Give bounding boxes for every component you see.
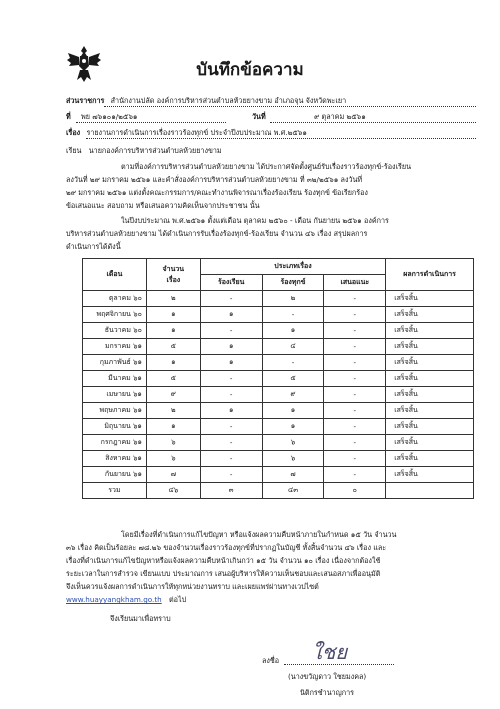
total-suggestion: ๐ — [324, 483, 386, 499]
cell-result: เสร็จสิ้น — [386, 291, 474, 307]
header-count-line1: จำนวน — [162, 264, 185, 273]
cell-complaint: ๑ — [200, 339, 262, 355]
cell-complaint: - — [200, 291, 262, 307]
salutation-label: เรียน — [66, 146, 82, 155]
para1-line: ลงวันที่ ๒๙ มกราคม ๒๕๖๑ และคำสั่งองค์การบริหารส่วนตำบลห้วยยางขาม ที่ ๓๒/๒๕๖๑ ลงวันที่ — [66, 175, 363, 184]
cell-result: เสร็จสิ้น — [386, 307, 474, 323]
cell-complaint: - — [200, 323, 262, 339]
table-row — [83, 403, 474, 419]
cell-suggestion: - — [324, 307, 386, 323]
cell-month: กรกฎาคม ๖๑ — [83, 435, 147, 451]
cell-count: ๕ — [146, 371, 200, 387]
cell-result: เสร็จสิ้น — [386, 387, 474, 403]
cell-complaint: - — [200, 371, 262, 387]
cell-count: ๑ — [146, 323, 200, 339]
subject-value: รายงานการดำเนินการเรื่องราวร้องทุกข์ ประจำปีงบประมาณ พ.ศ.๒๕๖๑ — [86, 128, 307, 137]
salutation-row — [66, 146, 222, 157]
cell-month: ตุลาคม ๖๐ — [83, 291, 147, 307]
sign-label: ลงชื่อ — [262, 656, 280, 665]
table-row — [83, 467, 474, 483]
cell-suggestion: - — [324, 451, 386, 467]
cell-suggestion: - — [324, 355, 386, 371]
cell-result: เสร็จสิ้น — [386, 419, 474, 435]
agency-value: สำนักงานปลัด องค์การบริหารส่วนตำบลห้วยยางขาม อำเภอจุน จังหวัดพะเยา — [110, 96, 347, 105]
para3-line: เรื่องที่ดำเนินการแก้ไขปัญหาหรือแจ้งผลความคืบหน้าเกินกว่า ๑๕ วัน จำนวน ๑๐ เรื่อง เนื่องจากต้องใช้ — [66, 556, 381, 565]
cell-result: เสร็จสิ้น — [386, 371, 474, 387]
cell-complaint: ๑ — [200, 355, 262, 371]
table-row — [83, 419, 474, 435]
cell-month: เมษายน ๖๑ — [83, 387, 147, 403]
para2-line: ในปีงบประมาณ พ.ศ.๒๕๖๑ ตั้งแต่เดือน ตุลาคม ๒๕๖๐ - เดือน กันยายน ๒๕๖๑ องค์การ — [121, 216, 389, 225]
header-result: ผลการดำเนินการ — [386, 259, 474, 291]
signature-line — [284, 664, 394, 665]
cell-complaint: ๑ — [200, 307, 262, 323]
table-row — [83, 451, 474, 467]
table-row — [83, 291, 474, 307]
para1-line: ๒๙ มกราคม ๒๕๖๑ แต่งตั้งคณะกรรมการ/คณะทำงานพิจารณาเรื่องร้องเรียน ร้องทุกข์ ข้อเรียกร้อง — [66, 188, 368, 197]
cell-result: เสร็จสิ้น — [386, 451, 474, 467]
cell-grievance: ๖ — [262, 451, 324, 467]
cell-month: มีนาคม ๖๑ — [83, 371, 147, 387]
cell-suggestion: - — [324, 371, 386, 387]
cell-count: ๗ — [146, 467, 200, 483]
header-count — [146, 259, 200, 291]
paragraph-intro — [66, 160, 411, 212]
cell-suggestion: - — [324, 419, 386, 435]
total-count: ๔๖ — [146, 483, 200, 499]
ref-underline — [76, 122, 226, 123]
cell-result: เสร็จสิ้น — [386, 323, 474, 339]
cell-complaint: - — [200, 451, 262, 467]
total-label: รวม — [83, 483, 147, 499]
cell-suggestion: - — [324, 291, 386, 307]
ref-value: พย ๗๖๑๐๑/๒๕๖๑ — [81, 112, 138, 121]
para3-line: ระยะเวลาในการสำรวจ เขียนแบบ ประมาณการ เสนอผู้บริหารให้ความเห็นชอบและเสนอสภาเพื่ออนุมัติ — [66, 569, 381, 578]
cell-complaint: ๑ — [200, 403, 262, 419]
handwritten-signature: ใชย — [312, 640, 348, 664]
para1-line: ตามที่องค์การบริหารส่วนตำบลห้วยยางขาม ได้ประกาศจัดตั้งศูนย์รับเรื่องราวร้องทุกข์-ร้องเรียน — [121, 162, 412, 171]
document-title: บันทึกข้อความ — [196, 60, 304, 80]
salutation-value: นายกองค์การบริหารส่วนตำบลห้วยยางขาม — [88, 146, 222, 155]
ref-label: ที่ — [66, 112, 71, 121]
cell-count: ๑ — [146, 307, 200, 323]
header-month: เดือน — [83, 259, 147, 291]
cell-month: มิถุนายน ๖๑ — [83, 419, 147, 435]
table-total-row — [83, 483, 474, 499]
closing-text: จึงเรียนมาเพื่อทราบ — [110, 614, 171, 623]
para3-line: โดยมีเรื่องที่ดำเนินการแก้ไขปัญหา หรือแจ้งผลความคืบหน้าภายในกำหนด ๑๕ วัน จำนวน — [121, 530, 397, 539]
cell-count: ๒ — [146, 403, 200, 419]
cell-count: ๖ — [146, 451, 200, 467]
para2-line: ดำเนินการได้ดังนี้ — [66, 242, 121, 251]
cell-suggestion: - — [324, 387, 386, 403]
cell-month: กันยายน ๖๑ — [83, 467, 147, 483]
cell-suggestion: - — [324, 435, 386, 451]
date-underline — [270, 122, 476, 123]
header-complaint: ร้องเรียน — [200, 275, 262, 291]
subject-underline — [86, 138, 476, 139]
table-row — [83, 355, 474, 371]
table-row — [83, 435, 474, 451]
cell-complaint: - — [200, 467, 262, 483]
para2-line: บริหารส่วนตำบลห้วยยางขาม ได้ดำเนินการรับเรื่องร้องทุกข์-ร้องเรียน จำนวน ๔๖ เรื่อง สรุปผลการ — [66, 229, 368, 238]
cell-result: เสร็จสิ้น — [386, 339, 474, 355]
para3-line: จึงเห็นควรแจ้งผลการดำเนินการให้ทุกหน่วยงานทราบ และเผยแพร่ผ่านทางเวปไซต์ — [66, 582, 319, 591]
cell-suggestion: - — [324, 323, 386, 339]
table-row — [83, 323, 474, 339]
website-link[interactable]: www.huayyangkham.go.th — [66, 595, 162, 604]
cell-grievance: ๑ — [262, 323, 324, 339]
cell-suggestion: - — [324, 403, 386, 419]
total-complaint: ๓ — [200, 483, 262, 499]
cell-result: เสร็จสิ้น — [386, 467, 474, 483]
cell-count: ๖ — [146, 435, 200, 451]
cell-month: พฤศจิกายน ๖๐ — [83, 307, 147, 323]
cell-complaint: - — [200, 435, 262, 451]
cell-result: เสร็จสิ้น — [386, 355, 474, 371]
cell-complaint: - — [200, 419, 262, 435]
cell-count: ๑ — [146, 419, 200, 435]
header-count-line2: เรื่อง — [166, 275, 181, 284]
table-row — [83, 339, 474, 355]
cell-grievance: ๔ — [262, 339, 324, 355]
paragraph-result — [66, 528, 396, 606]
para1-line: ข้อเสนอแนะ สอบถาม หรือเสนอความคิดเห็นจากประชาชน นั้น — [66, 201, 260, 210]
cell-count: ๙ — [146, 387, 200, 403]
signer-position: นิติกรชำนาญการ — [300, 688, 355, 697]
cell-complaint: - — [200, 387, 262, 403]
para3-line: ๓๖ เรื่อง คิดเป็นร้อยละ ๗๘.๒๖ ของจำนวนเรื่องราวร้องทุกข์ที่ปรากฏในบัญชี ทั้งสิ้นจำนวน ๔๖ เรื่อง และ — [66, 543, 387, 552]
cell-grievance: - — [262, 355, 324, 371]
header-grievance: ร้องทุกข์ — [262, 275, 324, 291]
cell-grievance: ๒ — [262, 291, 324, 307]
cell-month: มกราคม ๖๑ — [83, 339, 147, 355]
agency-label: ส่วนราชการ — [66, 96, 105, 105]
table-row — [83, 371, 474, 387]
cell-grievance: ๖ — [262, 435, 324, 451]
cell-result: เสร็จสิ้น — [386, 403, 474, 419]
website-link-suffix: ต่อไป — [169, 595, 187, 604]
cell-count: ๑ — [146, 355, 200, 371]
table-row — [83, 387, 474, 403]
cell-result: เสร็จสิ้น — [386, 435, 474, 451]
complaint-report-table — [82, 258, 474, 499]
cell-grievance: ๙ — [262, 387, 324, 403]
cell-count: ๒ — [146, 291, 200, 307]
date-value: ๙ ตุลาคม ๒๕๖๑ — [313, 112, 366, 121]
cell-grievance: ๗ — [262, 467, 324, 483]
cell-count: ๕ — [146, 339, 200, 355]
header-suggestion: เสนอแนะ — [324, 275, 386, 291]
date-label: วันที่ — [252, 112, 266, 121]
total-result — [386, 483, 474, 499]
subject-label: เรื่อง — [66, 128, 81, 137]
cell-grievance: ๑ — [262, 419, 324, 435]
paragraph-summary — [66, 214, 389, 253]
signer-name: (นางขวัญดาว ใชยมงคล) — [288, 672, 367, 681]
total-grievance: ๔๓ — [262, 483, 324, 499]
cell-grievance: - — [262, 307, 324, 323]
cell-month: ธันวาคม ๖๐ — [83, 323, 147, 339]
table-row — [83, 307, 474, 323]
cell-grievance: ๑ — [262, 403, 324, 419]
agency-underline — [104, 106, 476, 107]
cell-month: สิงหาคม ๖๑ — [83, 451, 147, 467]
cell-suggestion: - — [324, 339, 386, 355]
cell-suggestion: - — [324, 467, 386, 483]
cell-month: พฤษภาคม ๖๑ — [83, 403, 147, 419]
cell-month: กุมภาพันธ์ ๖๑ — [83, 355, 147, 371]
header-type: ประเภทเรื่อง — [200, 259, 385, 275]
cell-grievance: ๕ — [262, 371, 324, 387]
